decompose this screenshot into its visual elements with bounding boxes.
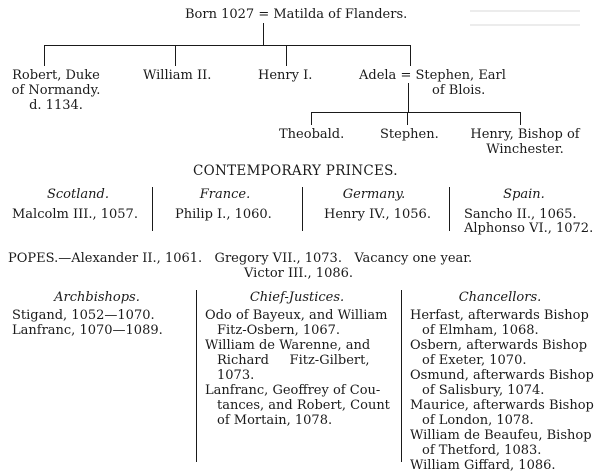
prince-henry-iv: Henry IV., 1056. [324,207,431,222]
child-adela-line2: of Blois. [432,83,486,98]
tree-line-root-down [263,23,264,45]
chief-justice-line: William de Warenne, and [205,338,371,353]
tree-line-theobald [311,112,312,125]
child-robert [6,68,106,113]
popes-line-1: POPES.—Alexander II., 1061. Gregory VII., 1073. Vacancy one year. [8,251,473,266]
grandchild-henry-bishop [463,127,587,157]
divider-princes-3 [449,187,450,231]
child-william: William II. [143,68,212,83]
child-adela: Adela = Stephen, Earl [359,68,506,83]
country-scotland: Scotland. [47,187,109,202]
root-couple: Born 1027 = Matilda of Flanders. [185,7,408,22]
chief-justice-line: of Mortain, 1078. [217,413,333,428]
divider-princes-1 [152,187,153,231]
chancellors-list [410,308,598,473]
tree-line-william [175,45,176,66]
page-bleed-through [470,4,580,34]
grandchild-henry-line2: Winchester. [486,142,564,157]
divider-princes-2 [302,187,303,231]
chancellor-line: Osmund, afterwards Bishop [410,368,594,383]
tree-line-children-bar [44,45,410,46]
chief-justice-line: Richard Fitz-Gilbert, [217,353,370,368]
tree-line-adela-down [408,83,409,112]
popes-line-2: Victor III., 1086. [244,266,354,281]
country-germany: Germany. [342,187,406,202]
child-robert-line3: d. 1134. [29,98,83,113]
divider-officials-2 [401,290,402,462]
archbishop-lanfranc: Lanfranc, 1070—1089. [12,323,163,338]
chief-justices-heading: Chief-Justices. [249,290,345,305]
tree-line-adela [410,45,411,66]
chancellor-line: of London, 1078. [422,413,534,428]
chancellor-line: of Thetford, 1083. [422,443,542,458]
chancellor-line: of Salisbury, 1074. [422,383,545,398]
country-france: France. [199,187,251,202]
child-robert-line2: of Normandy. [11,83,101,98]
chief-justice-line: 1073. [217,368,255,383]
chancellors-heading: Chancellors. [458,290,542,305]
tree-line-grandchildren-bar [311,112,521,113]
prince-sancho: Sancho II., 1065. [464,207,577,222]
chancellor-line: Maurice, afterwards Bishop [410,398,594,413]
country-spain: Spain. [503,187,545,202]
prince-alphonso: Alphonso VI., 1072. [464,221,594,236]
chief-justices-list [205,308,395,428]
prince-malcolm: Malcolm III., 1057. [12,207,138,222]
child-henry: Henry I. [258,68,313,83]
chancellor-line: William Giffard, 1086. [410,458,556,473]
grandchild-stephen: Stephen. [380,127,439,142]
archbishop-stigand: Stigand, 1052—1070. [12,308,155,323]
child-robert-line1: Robert, Duke [12,68,100,83]
chief-justice-line: Odo of Bayeux, and William [205,308,388,323]
chancellor-line: of Exeter, 1070. [422,353,527,368]
divider-officials-1 [196,290,197,462]
chief-justice-line: Lanfranc, Geoffrey of Cou- [205,383,381,398]
princes-heading: CONTEMPORARY PRINCES. [193,163,398,179]
tree-line-stephen [407,112,408,125]
chancellor-line: Osbern, afterwards Bishop [410,338,588,353]
archbishops-heading: Archbishops. [54,290,140,305]
chancellor-line: of Elmham, 1068. [422,323,539,338]
chief-justice-line: Fitz-Osbern, 1067. [217,323,341,338]
tree-line-henry [286,45,287,66]
chancellor-line: Herfast, afterwards Bishop [410,308,589,323]
chancellor-line: William de Beaufeu, Bishop [410,428,592,443]
chief-justice-line: tances, and Robert, Count [217,398,390,413]
grandchild-henry-line1: Henry, Bishop of [470,127,580,142]
tree-line-henry-bishop [520,112,521,125]
tree-line-robert [44,45,45,66]
prince-philip: Philip I., 1060. [175,207,272,222]
grandchild-theobald: Theobald. [279,127,345,142]
